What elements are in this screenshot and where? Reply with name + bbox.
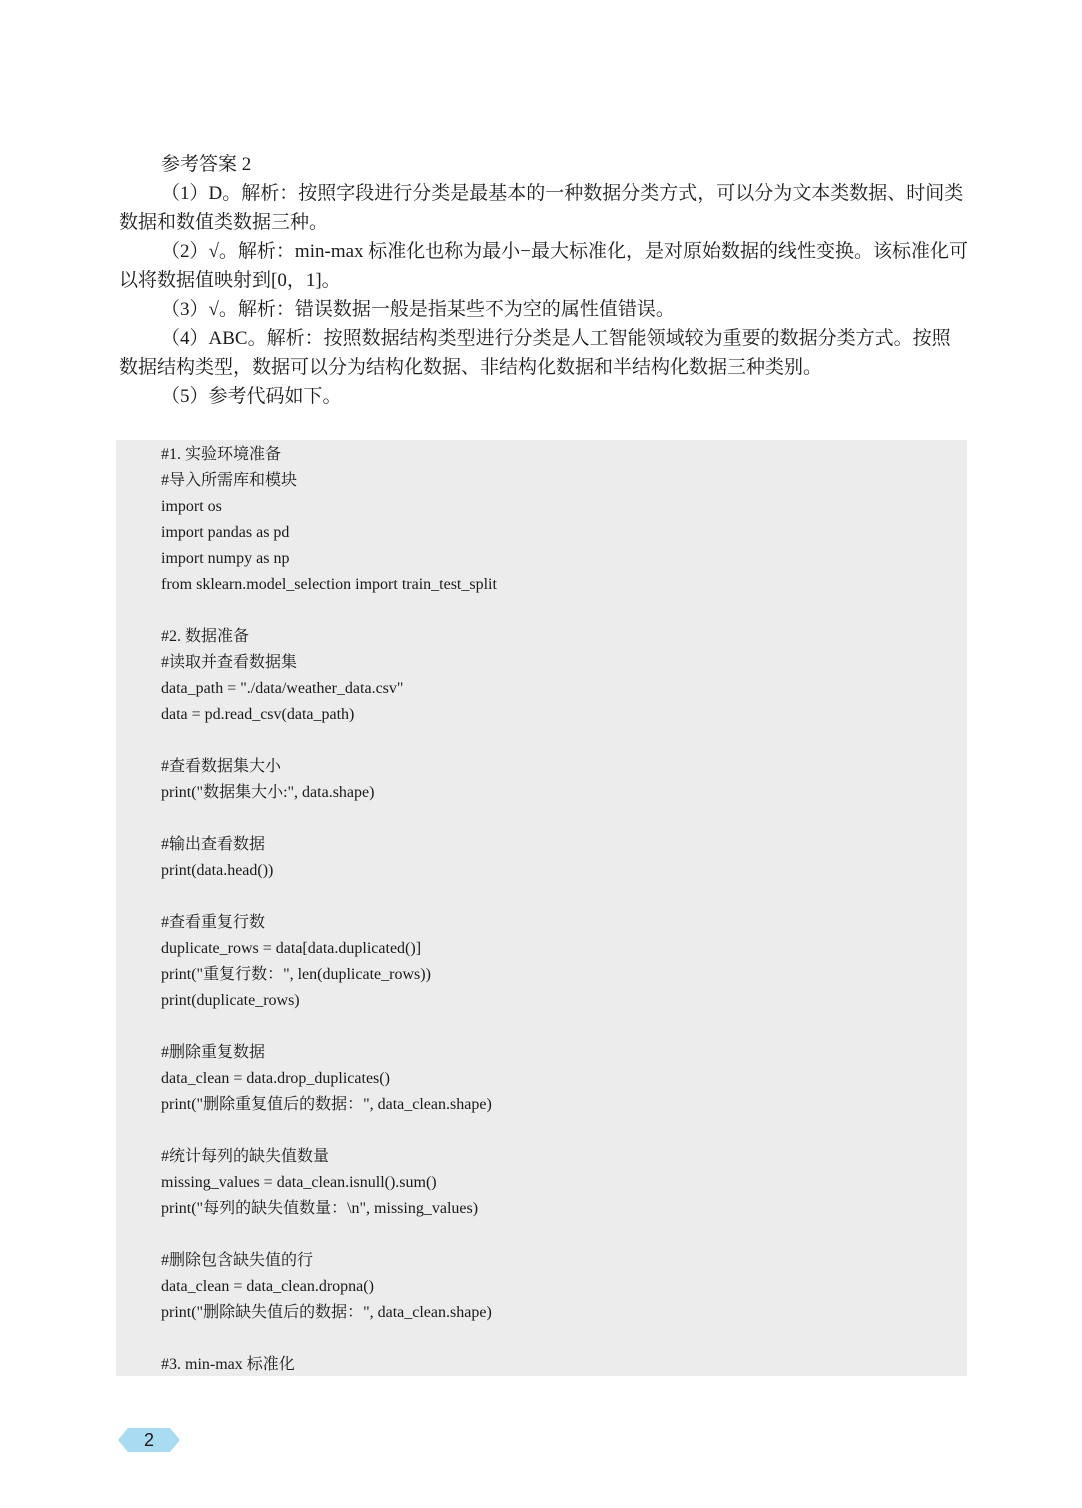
code-line: #读取并查看数据集 — [161, 654, 298, 671]
code-line: data_clean = data.drop_duplicates() — [161, 1070, 390, 1087]
code-line: data = pd.read_csv(data_path) — [161, 706, 355, 723]
code-line: #2. 数据准备 — [161, 628, 250, 645]
code-line: #输出查看数据 — [161, 836, 266, 853]
code-line: #导入所需库和模块 — [161, 472, 298, 489]
code-line: import pandas as pd — [161, 524, 290, 541]
code-line: print("重复行数：", len(duplicate_rows)) — [161, 966, 431, 983]
code-line: from sklearn.model_selection import train_test_split — [161, 576, 497, 593]
code-line — [161, 1118, 967, 1144]
code-line: #删除包含缺失值的行 — [161, 1252, 314, 1269]
code-line: #删除重复数据 — [161, 1044, 266, 1061]
answer-section — [119, 150, 969, 411]
code-line — [161, 806, 967, 832]
page-number: 2 — [143, 1430, 154, 1450]
code-line: import numpy as np — [161, 550, 290, 567]
code-line: print("删除缺失值后的数据：", data_clean.shape) — [161, 1304, 492, 1321]
code-block — [116, 440, 967, 1376]
answer-item-3: （3）√。解析：错误数据一般是指某些不为空的属性值错误。 — [161, 299, 675, 320]
code-line: print(duplicate_rows) — [161, 992, 300, 1009]
code-line: print("数据集大小:", data.shape) — [161, 784, 375, 801]
code-line — [161, 728, 967, 754]
code-line: duplicate_rows = data[data.duplicated()] — [161, 940, 422, 957]
code-line: missing_values = data_clean.isnull().sum() — [161, 1174, 437, 1191]
answer-item-2: （2）√。解析：min-max 标准化也称为最小−最大标准化，是对原始数据的线性变换。该标准化可以将数据值映射到[0，1]。 — [119, 241, 968, 291]
code-line: print(data.head()) — [161, 862, 274, 879]
code-line: print("每列的缺失值数量：\n", missing_values) — [161, 1200, 479, 1217]
answer-heading: 参考答案 2 — [161, 154, 252, 175]
code-line: data_clean = data_clean.dropna() — [161, 1278, 374, 1295]
code-line: import os — [161, 498, 222, 515]
code-line — [161, 1222, 967, 1248]
code-line: #查看重复行数 — [161, 914, 266, 931]
answer-item-5: （5）参考代码如下。 — [161, 386, 342, 407]
code-line: #查看数据集大小 — [161, 758, 282, 775]
code-line — [161, 884, 967, 910]
answer-item-4: （4）ABC。解析：按照数据结构类型进行分类是人工智能领域较为重要的数据分类方式。按照数据结构类型，数据可以分为结构化数据、非结构化数据和半结构化数据三种类别。 — [119, 328, 951, 378]
answer-item-1: （1）D。解析：按照字段进行分类是最基本的一种数据分类方式，可以分为文本类数据、时间类数据和数值类数据三种。 — [119, 183, 964, 233]
code-line — [161, 598, 967, 624]
code-line: #1. 实验环境准备 — [161, 446, 282, 463]
page-number-badge — [118, 1428, 180, 1452]
code-line — [161, 1326, 967, 1352]
code-line: #3. min-max 标准化 — [161, 1356, 295, 1373]
code-line: #统计每列的缺失值数量 — [161, 1148, 330, 1165]
code-line — [161, 1014, 967, 1040]
code-line: data_path = "./data/weather_data.csv" — [161, 680, 404, 697]
code-line: print("删除重复值后的数据：", data_clean.shape) — [161, 1096, 492, 1113]
